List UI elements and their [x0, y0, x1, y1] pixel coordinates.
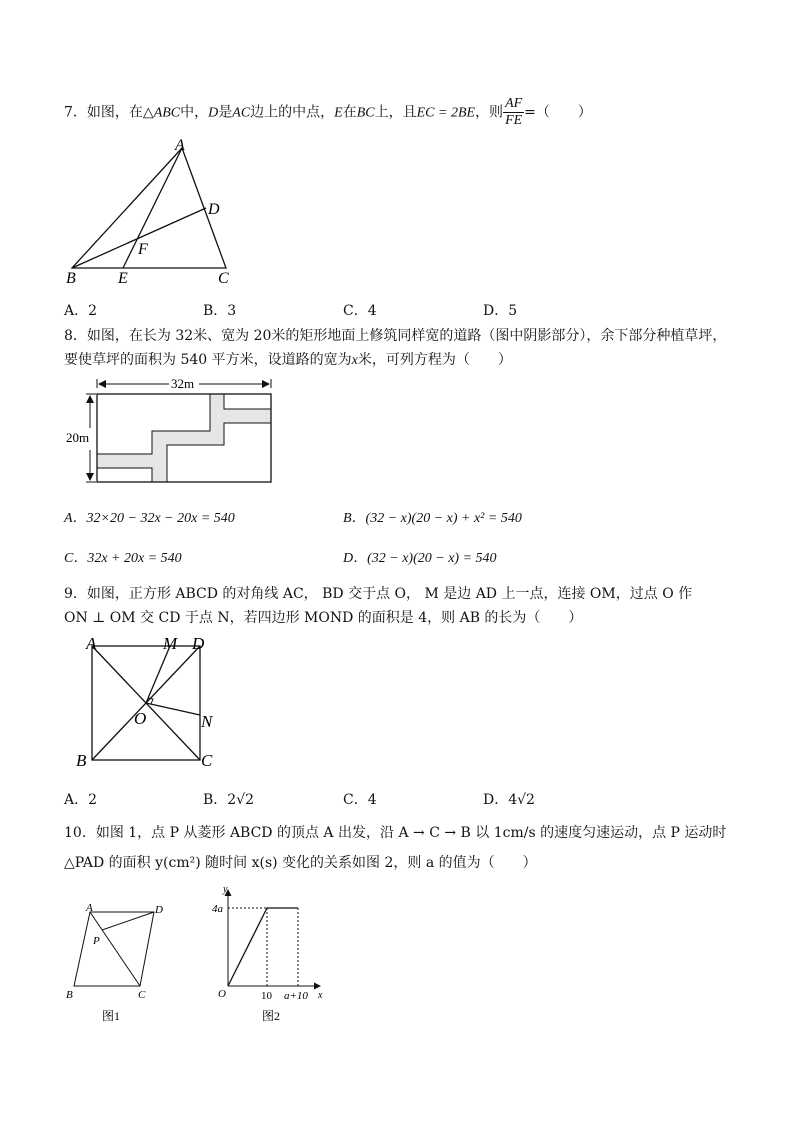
q8-option-a[interactable]: A．32×20 − 32x − 20x = 540	[64, 511, 235, 526]
q9-option-d[interactable]: D．4√2	[483, 792, 535, 808]
svg-text:x: x	[318, 990, 323, 1001]
svg-text:N: N	[201, 712, 213, 731]
q7-option-b[interactable]: B．3	[203, 303, 237, 319]
width-label: 20m	[66, 430, 90, 445]
q9-option-c[interactable]: C．4	[343, 792, 377, 808]
label-e: E	[118, 270, 128, 287]
road-shaded-area	[97, 394, 271, 482]
q7-fraction: $\frac{AF}{FE}$	[505, 96, 523, 128]
svg-text:B: B	[66, 989, 73, 1001]
q8-option-b[interactable]: B．(32 − x)(20 − x) + x² = 540	[343, 511, 522, 526]
triangle-abc	[72, 148, 226, 268]
segment-bd	[72, 208, 206, 268]
q9-stem-line2: ON ⊥ OM 交 CD 于点 N，若四边形 MOND 的面积是 4，则 AB 的长为（ ）	[64, 610, 583, 626]
svg-text:M: M	[163, 634, 178, 653]
q7-triangle-figure	[60, 138, 250, 288]
svg-text:O: O	[134, 709, 147, 728]
svg-text:C: C	[201, 751, 213, 770]
segment-pd	[102, 912, 154, 930]
q10-stem-line2: △PAD 的面积 y(cm²) 随时间 x(s) 变化的关系如图 2，则 a 的值为（ ）	[64, 855, 537, 871]
svg-text:a+10: a+10	[284, 990, 308, 1002]
svg-text:D: D	[192, 634, 205, 653]
q8-option-c[interactable]: C．32x + 20x = 540	[64, 551, 182, 566]
length-label: 32m	[171, 376, 195, 391]
label-d: D	[208, 201, 220, 218]
q8-stem-line2: 要使草坪的面积为 540 平方米，设道路的宽为x米，可列方程为（ ）	[64, 352, 512, 368]
svg-text:10: 10	[261, 990, 272, 1002]
q10-area-graph	[206, 882, 336, 1028]
svg-text:B: B	[76, 751, 87, 770]
svg-text:C: C	[138, 989, 146, 1001]
q9-stem-line1: 9．如图，正方形 ABCD 的对角线 AC， BD 交于点 O， M 是边 AD 上一点，连接 OM，过点 O 作	[64, 586, 693, 602]
area-curve	[228, 908, 298, 986]
svg-text:A: A	[86, 902, 93, 914]
q7-option-c[interactable]: C．4	[343, 303, 377, 319]
q7-option-a[interactable]: A．2	[64, 303, 98, 319]
q10-rhombus-figure	[62, 898, 182, 1028]
label-b: B	[66, 270, 76, 287]
q9-option-b[interactable]: B．2√2	[203, 792, 255, 808]
svg-text:O: O	[218, 988, 226, 1000]
svg-text:A: A	[86, 634, 97, 653]
q7-stem: 7．如图，在△ABC中，D是AC边上的中点，E在BC上，且EC = 2BE，则 $\frac{AF}{FE}$ =（ ）	[64, 96, 592, 128]
segment-ae	[123, 148, 182, 268]
q9-square-figure	[70, 632, 230, 772]
label-a: A	[175, 138, 185, 154]
fig2-caption: 图2	[262, 1009, 281, 1023]
svg-text:P: P	[93, 935, 100, 947]
q9-option-a[interactable]: A．2	[64, 792, 98, 808]
q8-option-d[interactable]: D．(32 − x)(20 − x) = 540	[343, 551, 497, 566]
q8-stem-line1: 8．如图，在长为 32米、宽为 20米的矩形地面上修筑同样宽的道路（图中阴影部分），余下部分种植草坪，	[64, 328, 727, 344]
fig1-caption: 图1	[102, 1009, 121, 1023]
segment-on	[146, 703, 200, 715]
segment-ac	[90, 912, 140, 986]
svg-text:D: D	[155, 904, 163, 916]
svg-text:4a: 4a	[212, 903, 223, 915]
q8-road-figure	[64, 376, 284, 488]
q7-option-d[interactable]: D．5	[483, 303, 518, 319]
q10-stem-line1: 10．如图 1，点 P 从菱形 ABCD 的顶点 A 出发，沿 A → C → B 以 1cm/s 的速度匀速运动，点 P 运动时	[64, 825, 727, 841]
label-f: F	[138, 241, 148, 258]
label-c: C	[218, 270, 229, 287]
segment-om	[146, 646, 170, 703]
rhombus-abcd	[74, 912, 154, 986]
svg-text:y: y	[223, 884, 228, 895]
